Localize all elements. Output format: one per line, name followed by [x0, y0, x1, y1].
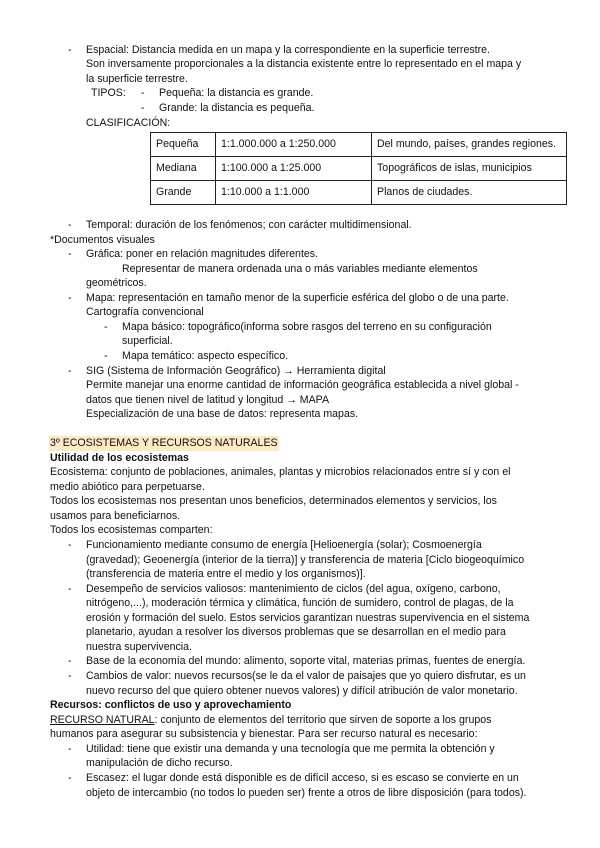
bullet-dash: -: [68, 219, 72, 231]
table-cell: Topográficos de islas, municipios: [372, 157, 567, 181]
sig-line: Especialización de una base de datos: representa mapas.: [86, 408, 359, 420]
table-cell: Grande: [151, 181, 216, 205]
list-item-line: nuestra supervivencia.: [86, 641, 192, 653]
list-item-line: Funcionamiento mediante consumo de energía [Helioenergía (solar); Cosmoenergía: [86, 539, 482, 551]
clasificacion-label: CLASIFICACIÓN:: [86, 117, 171, 129]
bullet-dash: -: [68, 583, 72, 595]
grafica-line: geométricos.: [86, 277, 147, 289]
espacial-line: Son inversamente proporcionales a la distancia existente entre lo representado en el mapa y: [86, 58, 522, 70]
scale-classification-table: [150, 132, 567, 205]
list-item-line: (gravedad); Geoenergía (interior de la tierra)] y transferencia de materia [Ciclo biogeoquímico: [86, 554, 525, 566]
bullet-dash: -: [68, 292, 72, 304]
bullet-dash: -: [104, 321, 108, 333]
list-item-line: Base de la economía del mundo: alimento, soporte vital, materias primas, fuentes de energía.: [86, 655, 526, 667]
list-item-line: Desempeño de servicios valiosos: mantenimiento de ciclos (del agua, oxígeno, carbono,: [86, 583, 501, 595]
section-title: 3º ECOSISTEMAS Y RECURSOS NATURALES: [50, 437, 278, 449]
bullet-dash: -: [104, 350, 108, 362]
mapa-sub-line: Mapa básico: topográfico(informa sobre rasgos del terreno en su configuración: [122, 321, 492, 333]
list-item-line: nuevo recurso del que quiero obtener nuevos valores) y difícil atribución de valor monetario.: [86, 685, 518, 697]
paragraph-line: medio abiótico para perpetuarse.: [50, 481, 205, 493]
paragraph-line: humanos para asegurar su subsistencia y bienestar. Para ser recurso natural es necesario:: [50, 728, 478, 740]
mapa-sub-line: Mapa temático: aspecto específico.: [122, 350, 289, 362]
tipo-item: Pequeña: la distancia es grande.: [159, 87, 314, 99]
mapa-line: Cartografía convencional: [86, 306, 204, 318]
list-item-line: Utilidad: tiene que existir una demanda y una tecnología que me permita la obtención y: [86, 743, 495, 755]
mapa-line: Mapa: representación en tamaño menor de la superficie esférica del globo o de una parte.: [86, 292, 509, 304]
paragraph-line: usamos para beneficiarnos.: [50, 510, 181, 522]
espacial-line: Espacial: Distancia medida en un mapa y la correspondiente en la superficie terrestre.: [86, 44, 490, 56]
bullet-dash: -: [68, 670, 72, 682]
bullet-dash: -: [68, 365, 72, 377]
bullet-dash: -: [141, 87, 145, 99]
paragraph-line: Ecosistema: conjunto de poblaciones, animales, plantas y microbios relacionados entre sí y con el: [50, 466, 511, 478]
recurso-definition-text: : conjunto de elementos del territorio que sirven de soporte a los grupos: [154, 714, 492, 726]
table-cell: Mediana: [151, 157, 216, 181]
tipos-label: TIPOS:: [91, 87, 126, 99]
list-item-line: manipulación de dicho recurso.: [86, 757, 233, 769]
recurso-definition-line: [50, 713, 491, 728]
table-cell: Pequeña: [151, 133, 216, 157]
espacial-line: la superficie terrestre.: [86, 73, 188, 85]
table-cell: 1:1.000.000 a 1:250.000: [216, 133, 372, 157]
recurso-term: RECURSO NATURAL: [50, 714, 155, 726]
sig-line: Permite manejar una enorme cantidad de información geográfica establecida a nivel global -: [86, 379, 519, 391]
grafica-line: Representar de manera ordenada una o más variables mediante elementos: [122, 263, 478, 275]
table-row: [151, 181, 567, 205]
bullet-dash: -: [68, 44, 72, 56]
grafica-line: Gráfica: poner en relación magnitudes diferentes.: [86, 248, 319, 260]
paragraph-line: Todos los ecosistemas nos presentan unos beneficios, determinados elementos y servicios, los: [50, 495, 497, 507]
bullet-dash: -: [68, 772, 72, 784]
table-row: [151, 133, 567, 157]
mapa-sub-line: superficial.: [122, 335, 173, 347]
list-item-line: (transferencia de materia entre el medio y los organismos)].: [86, 568, 366, 580]
bullet-dash: -: [68, 655, 72, 667]
section-subtitle: Recursos: conflictos de uso y aprovechamiento: [50, 699, 292, 711]
sig-line: datos que tienen nivel de latitud y longitud → MAPA: [86, 394, 330, 406]
table-cell: Planos de ciudades.: [372, 181, 567, 205]
table-cell: Del mundo, países, grandes regiones.: [372, 133, 567, 157]
table-row: [151, 157, 567, 181]
table-cell: 1:100.000 a 1:25.000: [216, 157, 372, 181]
list-item-line: erosión y formación del suelo. Estos servicios garantizan nuestras supervivencia en el sistema: [86, 612, 530, 624]
sig-line: SIG (Sistema de Información Geográfico) → Herramienta digital: [86, 365, 386, 377]
list-item-line: Escasez: el lugar donde está disponible es de difícil acceso, si es escaso se convierte en un: [86, 772, 519, 784]
tipo-item: Grande: la distancia es pequeña.: [159, 102, 315, 114]
section-subtitle: Utilidad de los ecosistemas: [50, 452, 189, 464]
list-item-line: objeto de intercambio (no todos lo pueden ser) frente a otros de libre disposición (para todos).: [86, 787, 527, 799]
bullet-dash: -: [68, 743, 72, 755]
temporal-line: Temporal: duración de los fenómenos; con carácter multidimensional.: [86, 219, 412, 231]
section-heading: *Documentos visuales: [50, 234, 155, 246]
list-item-line: Cambios de valor: nuevos recursos(se le da el valor de paisajes que yo quiero disfrutar, es un: [86, 670, 526, 682]
paragraph-line: Todos los ecosistemas comparten:: [50, 524, 213, 536]
list-item-line: planetario, ayudan a resolver los diversos problemas que se desarrollan en el medio para: [86, 626, 506, 638]
table-cell: 1:10.000 a 1:1.000: [216, 181, 372, 205]
bullet-dash: -: [68, 248, 72, 260]
bullet-dash: -: [68, 539, 72, 551]
list-item-line: nitrógeno,...), moderación térmica y climática, función de sumidero, control de plagas, de la: [86, 597, 514, 609]
bullet-dash: -: [141, 102, 145, 114]
